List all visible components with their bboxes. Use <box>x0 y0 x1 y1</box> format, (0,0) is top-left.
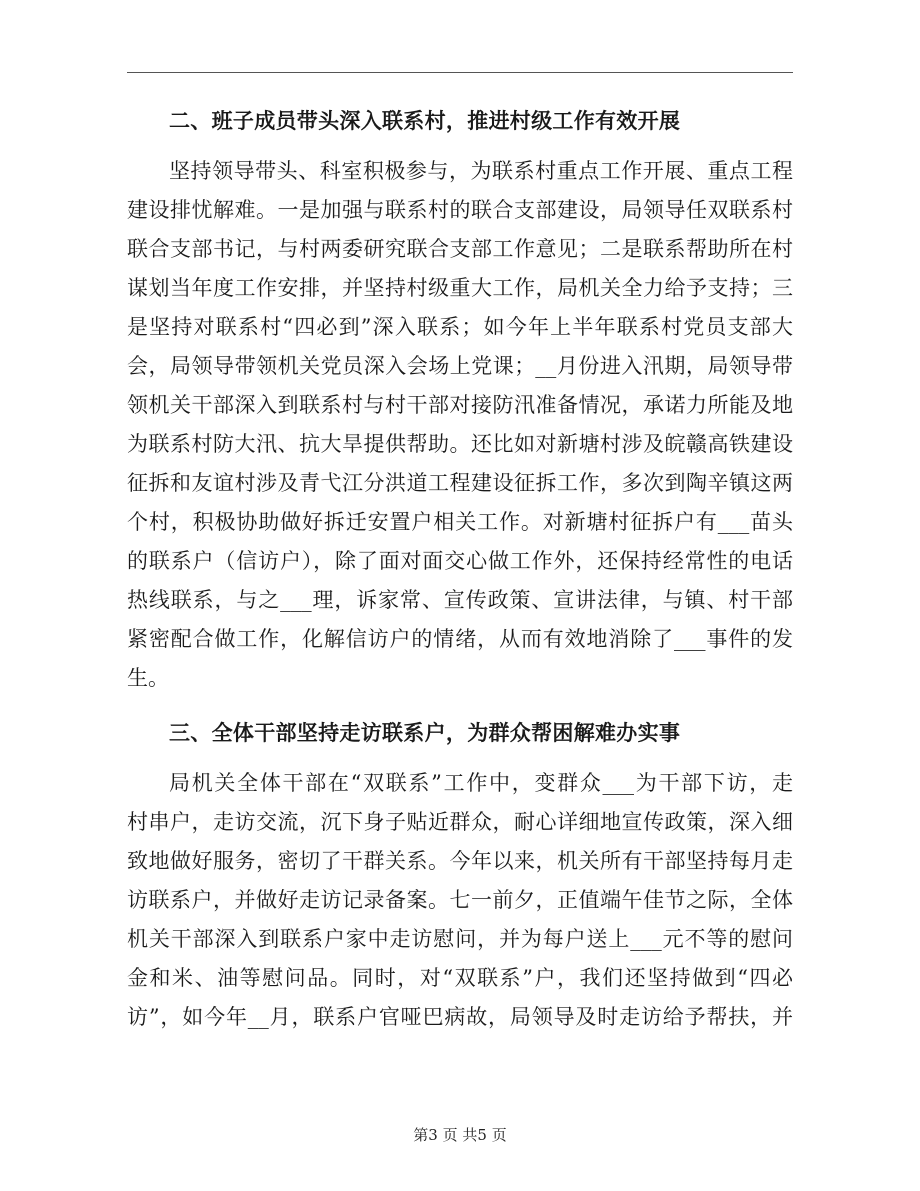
paragraph-line: 访联系户，并做好走访记录备案。七一前夕，正值端午佳节之际，全体 <box>127 888 793 912</box>
paragraph-line: 征拆和友谊村涉及青弋江分洪道工程建设征拆工作，多次到陶辛镇这两 <box>127 471 793 495</box>
document-body <box>127 100 793 1037</box>
paragraph-line: 村串户，走访交流，沉下身子贴近群众，耐心详细地宣传政策，深入细 <box>127 810 793 834</box>
section-heading-3: 三、全体干部坚持走访联系户，为群众帮困解难办实事 <box>169 720 681 745</box>
paragraph-line: 的联系户（信访户），除了面对面交心做工作外，还保持经常性的电话 <box>127 549 793 573</box>
section-paragraph-3 <box>127 764 793 1037</box>
paragraph-line: 紧密配合做工作，化解信访户的情绪，从而有效地消除了___事件的发 <box>127 627 793 651</box>
page-number-footer: 第3 页 共5 页 <box>413 1126 507 1144</box>
paragraph-line: 局机关全体干部在“双联系”工作中，变群众___为干部下访，走 <box>169 771 793 795</box>
paragraph-line: 热线联系，与之___理，诉家常、宣传政策、宣讲法律，与镇、村干部 <box>127 588 793 612</box>
section-paragraph-2 <box>127 152 793 698</box>
paragraph-line: 坚持领导带头、科室积极参与，为联系村重点工作开展、重点工程 <box>169 159 793 183</box>
paragraph-line: 生。 <box>127 666 169 690</box>
paragraph-line: 个村，积极协助做好拆迁安置户相关工作。对新塘村征拆户有___苗头 <box>127 510 793 534</box>
header-rule <box>127 72 793 73</box>
paragraph-line: 机关干部深入到联系户家中走访慰问，并为每户送上___元不等的慰问 <box>127 927 793 951</box>
paragraph-line: 联合支部书记，与村两委研究联合支部工作意见；二是联系帮助所在村 <box>127 237 793 261</box>
paragraph-line: 是坚持对联系村“四必到”深入联系；如今年上半年联系村党员支部大 <box>127 315 793 339</box>
paragraph-line: 会，局领导带领机关党员深入会场上党课；__月份进入汛期，局领导带 <box>127 354 793 378</box>
paragraph-line: 领机关干部深入到联系村与村干部对接防汛准备情况，承诺力所能及地 <box>127 393 793 417</box>
paragraph-line: 为联系村防大汛、抗大旱提供帮助。还比如对新塘村涉及皖赣高铁建设 <box>127 432 793 456</box>
paragraph-line: 建设排忧解难。一是加强与联系村的联合支部建设，局领导任双联系村 <box>127 198 793 222</box>
paragraph-line: 访”，如今年__月，联系户官哑巴病故，局领导及时走访给予帮扶，并 <box>127 1005 793 1029</box>
paragraph-line: 金和米、油等慰问品。同时，对“双联系”户，我们还坚持做到“四必 <box>127 966 793 990</box>
paragraph-line: 致地做好服务，密切了干群关系。今年以来，机关所有干部坚持每月走 <box>127 849 793 873</box>
section-gap <box>127 698 793 712</box>
section-heading-2: 二、班子成员带头深入联系村，推进村级工作有效开展 <box>169 108 681 133</box>
paragraph-line: 谋划当年度工作安排，并坚持村级重大工作，局机关全力给予支持；三 <box>127 276 793 300</box>
